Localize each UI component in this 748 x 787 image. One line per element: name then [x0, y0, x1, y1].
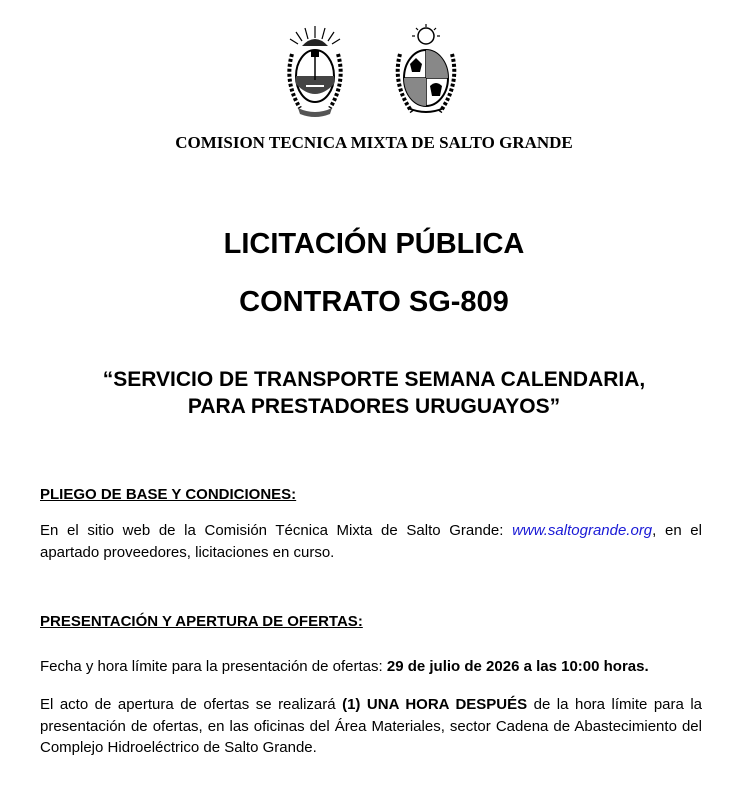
- pliego-text-after: , en el apartado proveedores, licitaciones en curso.: [40, 522, 702, 561]
- section-heading-apertura: PRESENTACIÓN Y APERTURA DE OFERTAS:: [40, 613, 363, 630]
- pliego-text-before: En el sitio web de la Comisión Técnica Mixta de Salto Grande:: [40, 522, 513, 539]
- contract-number: CONTRATO SG-809: [239, 286, 509, 318]
- tender-subject: [0, 366, 748, 420]
- deadline-value: 29 de julio de 2026 a las 10:00 horas.: [386, 658, 649, 675]
- uruguay-coat-of-arms-icon: [390, 24, 462, 120]
- opening-text-after: de la hora límite para la presentación de ofertas, en las oficinas del Área Materiales, sector Cadena de Abastecimiento del Complejo Hidroeléctrico de Salto Grande.: [40, 696, 703, 756]
- pliego-paragraph: [40, 520, 702, 563]
- organization-name: COMISION TECNICA MIXTA DE SALTO GRANDE: [175, 133, 573, 152]
- subject-line-2: PARA PRESTADORES URUGUAYOS”: [187, 395, 561, 418]
- website-link[interactable]: www.saltogrande.org: [512, 522, 653, 539]
- opening-time-bold: (1) UNA HORA DESPUÉS: [342, 696, 528, 713]
- opening-text-before: El acto de apertura de ofertas se realizará: [40, 696, 343, 713]
- subject-line-1: “SERVICIO DE TRANSPORTE SEMANA CALENDARIA,: [102, 368, 646, 391]
- section-heading-pliego: PLIEGO DE BASE Y CONDICIONES:: [40, 486, 297, 503]
- opening-paragraph: [40, 694, 702, 759]
- document-title: LICITACIÓN PÚBLICA: [223, 228, 525, 260]
- header-emblems: [0, 24, 748, 124]
- deadline-paragraph: [40, 656, 702, 678]
- argentina-coat-of-arms-icon: [280, 24, 350, 120]
- deadline-label: Fecha y hora límite para la presentación de ofertas:: [40, 658, 387, 675]
